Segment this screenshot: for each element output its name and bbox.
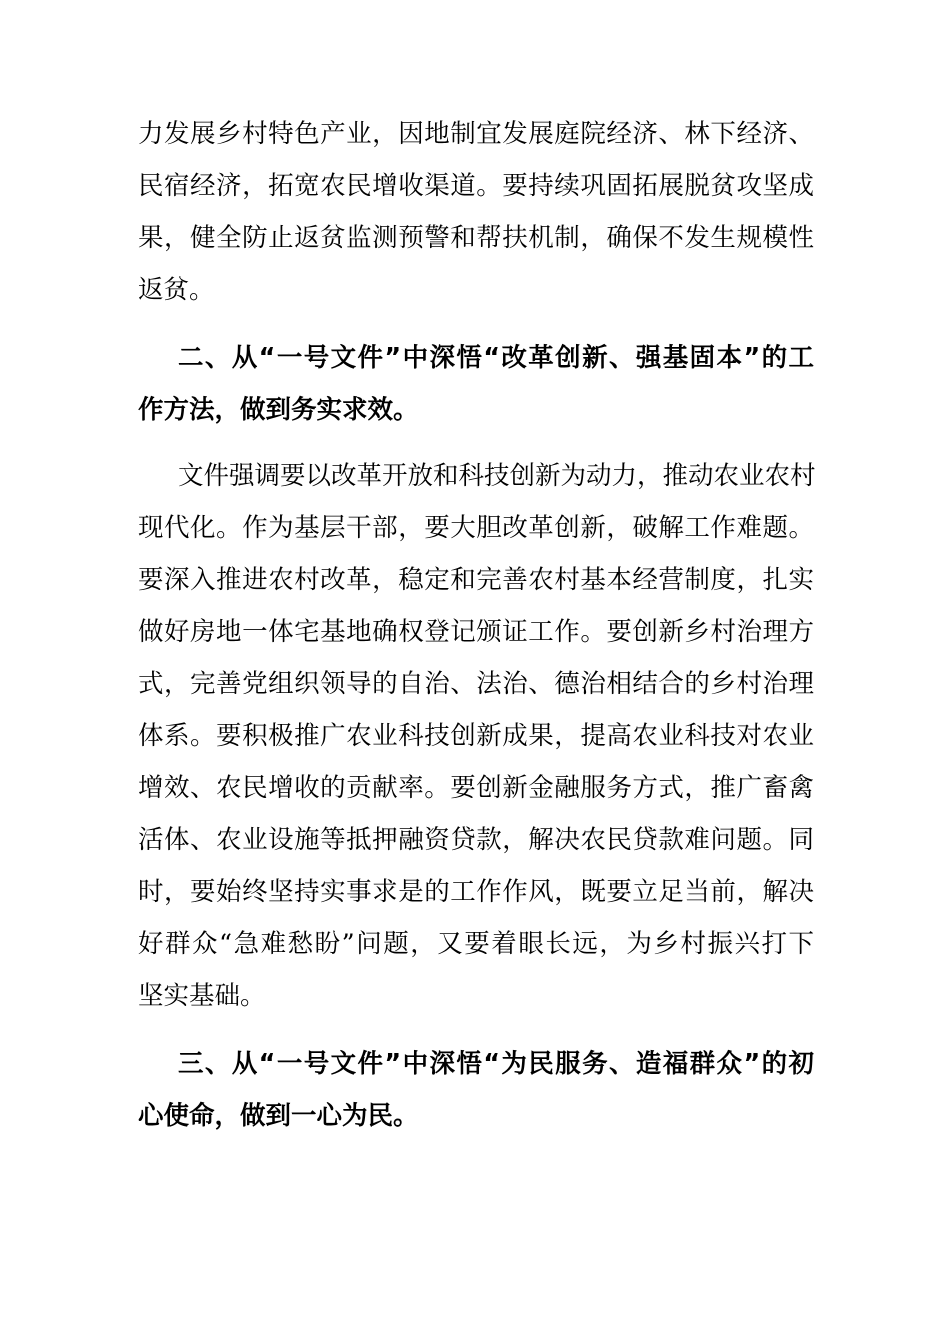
heading-line: 二、从“一号文件”中深悟“改革创新、强基固本”的工 (178, 343, 814, 373)
text-line: 时，要始终坚持实事求是的工作作风，既要立足当前，解决 (138, 877, 814, 907)
heading-line: 三、从“一号文件”中深悟“为民服务、造福群众”的初 (178, 1049, 814, 1079)
text-line: 要深入推进农村改革，稳定和完善农村基本经营制度，扎实 (138, 565, 814, 595)
text-line: 力发展乡村特色产业，因地制宜发展庭院经济、林下经济、 (138, 119, 814, 149)
text-line: 增效、农民增收的贡献率。要创新金融服务方式，推广畜禽 (138, 773, 814, 803)
text-line: 式，完善党组织领导的自治、法治、德治相结合的乡村治理 (138, 669, 814, 699)
text-line: 做好房地一体宅基地确权登记颁证工作。要创新乡村治理方 (138, 617, 814, 647)
text-line: 活体、农业设施等抵押融资贷款，解决农民贷款难问题。同 (138, 825, 814, 855)
heading-line: 作方法，做到务实求效。 (138, 395, 419, 425)
text-line: 返贫。 (138, 275, 215, 305)
text-line: 文件强调要以改革开放和科技创新为动力，推动农业农村 (178, 461, 816, 491)
heading-line: 心使命，做到一心为民。 (138, 1101, 419, 1131)
text-line: 坚实基础。 (138, 981, 266, 1011)
text-line: 体系。要积极推广农业科技创新成果，提高农业科技对农业 (138, 721, 814, 751)
text-line: 好群众“急难愁盼”问题，又要着眼长远，为乡村振兴打下 (138, 929, 814, 959)
text-line: 现代化。作为基层干部，要大胆改革创新，破解工作难题。 (138, 513, 814, 543)
text-line: 果，健全防止返贫监测预警和帮扶机制，确保不发生规模性 (138, 223, 814, 253)
text-line: 民宿经济，拓宽农民增收渠道。要持续巩固拓展脱贫攻坚成 (138, 171, 814, 201)
